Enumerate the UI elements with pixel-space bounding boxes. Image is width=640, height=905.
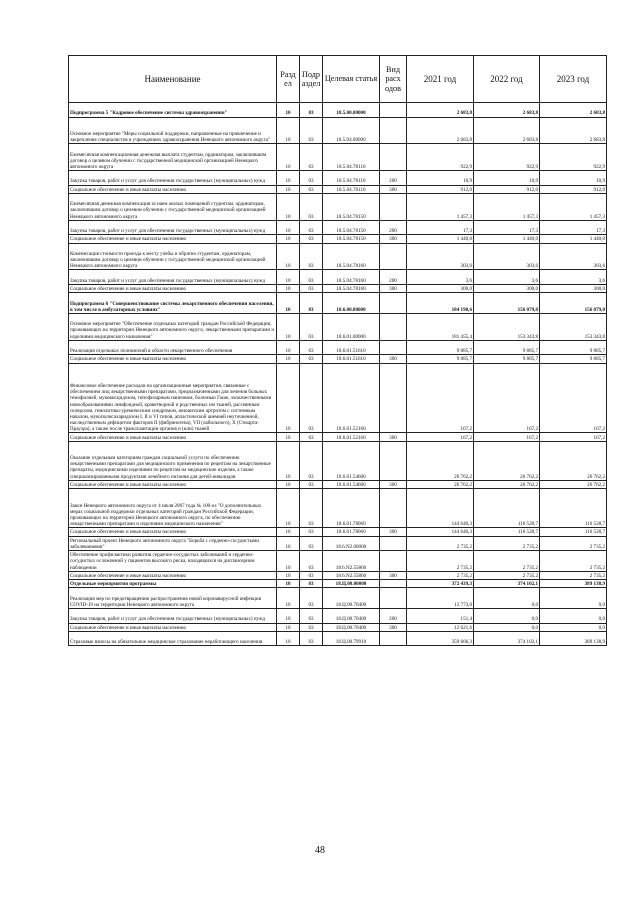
cell-podrazdel: 03 (300, 117, 323, 144)
cell-vid (380, 193, 407, 220)
table-row (69, 631, 607, 646)
cell-name: Подпрограмма 5 "Кадровое обеспечение системы здравоохранения" (69, 103, 277, 118)
header-2021: 2021 год (407, 56, 474, 103)
cell-razdel: 10 (277, 340, 300, 355)
cell-2023: 116 528,7 (540, 489, 607, 528)
cell-2023: 0,0 (540, 609, 607, 624)
cell-2021: 17,3 (407, 220, 474, 235)
cell-name: Социальное обеспечение и иные выплаты населению (69, 235, 277, 243)
cell-target: 18.5.04.78110 (323, 185, 380, 193)
cell-2022: 2 683,8 (474, 117, 540, 144)
cell-razdel: 10 (277, 270, 300, 285)
cell-target: 18.5.04.78150 (323, 220, 380, 235)
cell-vid (380, 117, 407, 144)
cell-name: Обеспечение профилактики развития сердечно-сосудистых заболеваний и сердечно-сосудистых осложнений у пациентов высокого риска, находящихся на диспансерном наблюдении (69, 551, 277, 572)
cell-name: Социальное обеспечение и иные выплаты населению (69, 623, 277, 631)
cell-razdel: 10 (277, 623, 300, 631)
cell-2021: 167,2 (407, 433, 474, 441)
table-header-row (69, 56, 607, 103)
cell-vid (380, 441, 407, 480)
cell-razdel: 10 (277, 220, 300, 235)
cell-podrazdel: 03 (300, 631, 323, 646)
cell-podrazdel: 03 (300, 551, 323, 572)
cell-razdel: 10 (277, 193, 300, 220)
cell-2021: 2 735,2 (407, 571, 474, 579)
cell-podrazdel: 03 (300, 185, 323, 193)
cell-2023: 2 735,2 (540, 551, 607, 572)
cell-target: 18.6.N2.55860 (323, 571, 380, 579)
cell-2022: 1 440,0 (474, 235, 540, 243)
cell-target: 18.6.N2.00000 (323, 536, 380, 551)
cell-2021: 372 439,3 (407, 580, 474, 588)
cell-podrazdel: 03 (300, 144, 323, 171)
table-row (69, 171, 607, 186)
cell-name: Социальное обеспечение и иные выплаты населению (69, 284, 277, 292)
cell-podrazdel: 03 (300, 293, 323, 314)
cell-2023: 10,9 (540, 171, 607, 186)
cell-2023: 167,2 (540, 433, 607, 441)
table-row (69, 480, 607, 488)
cell-name: Социальное обеспечение и иные выплаты населению (69, 528, 277, 536)
cell-2021: 151,4 (407, 609, 474, 624)
cell-podrazdel: 03 (300, 284, 323, 292)
cell-podrazdel: 03 (300, 433, 323, 441)
cell-2023: 922,9 (540, 144, 607, 171)
cell-vid: 300 (380, 284, 407, 292)
table-body (69, 103, 607, 646)
cell-2022: 167,2 (474, 433, 540, 441)
cell-vid (380, 293, 407, 314)
table-row (69, 243, 607, 270)
cell-podrazdel: 03 (300, 193, 323, 220)
cell-podrazdel: 03 (300, 580, 323, 588)
cell-2021: 922,9 (407, 144, 474, 171)
cell-vid (380, 313, 407, 340)
cell-target: 18.6.01.52160 (323, 363, 380, 433)
cell-2022: 167,2 (474, 363, 540, 433)
cell-razdel: 10 (277, 551, 300, 572)
cell-name: Социальное обеспечение и иные выплаты населению (69, 433, 277, 441)
cell-target: 18.5.04.00000 (323, 117, 380, 144)
table-row (69, 588, 607, 609)
cell-vid: 200 (380, 270, 407, 285)
cell-podrazdel: 03 (300, 536, 323, 551)
cell-target: 18.Ц.00.00000 (323, 580, 380, 588)
cell-2021: 12 773,0 (407, 588, 474, 609)
cell-vid: 300 (380, 480, 407, 488)
cell-target: 18.5.04.78150 (323, 235, 380, 243)
header-target: Целевая статья (323, 56, 380, 103)
cell-podrazdel: 03 (300, 528, 323, 536)
cell-2021: 303,6 (407, 243, 474, 270)
cell-2023: 2 683,8 (540, 117, 607, 144)
cell-podrazdel: 03 (300, 355, 323, 363)
cell-vid (380, 580, 407, 588)
cell-vid (380, 243, 407, 270)
cell-vid: 300 (380, 185, 407, 193)
cell-vid (380, 340, 407, 355)
table-row (69, 355, 607, 363)
cell-2022: 26 762,2 (474, 441, 540, 480)
cell-podrazdel: 03 (300, 340, 323, 355)
cell-2022: 9 885,7 (474, 355, 540, 363)
cell-2021: 144 640,3 (407, 528, 474, 536)
table-row (69, 433, 607, 441)
cell-podrazdel: 03 (300, 609, 323, 624)
cell-2023: 300,0 (540, 284, 607, 292)
cell-2023: 167,2 (540, 363, 607, 433)
cell-podrazdel: 03 (300, 571, 323, 579)
table-row (69, 235, 607, 243)
cell-vid (380, 144, 407, 171)
cell-2022: 2 735,2 (474, 536, 540, 551)
cell-2023: 1 440,0 (540, 235, 607, 243)
cell-2022: 9 885,7 (474, 340, 540, 355)
cell-2021: 144 640,3 (407, 489, 474, 528)
cell-2023: 0,0 (540, 588, 607, 609)
cell-name: Социальное обеспечение и иные выплаты населению (69, 355, 277, 363)
cell-2023: 9 885,7 (540, 355, 607, 363)
cell-razdel: 10 (277, 536, 300, 551)
cell-vid: 300 (380, 355, 407, 363)
cell-2021: 2 735,2 (407, 536, 474, 551)
cell-podrazdel: 03 (300, 243, 323, 270)
cell-name: Страховые взносы на обязательное медицинское страхование неработающего населения (69, 631, 277, 646)
cell-podrazdel: 03 (300, 441, 323, 480)
table-row (69, 103, 607, 118)
cell-razdel: 10 (277, 103, 300, 118)
cell-vid (380, 588, 407, 609)
cell-2021: 300,0 (407, 284, 474, 292)
cell-2021: 184 190,6 (407, 293, 474, 314)
cell-2023: 2 683,8 (540, 103, 607, 118)
table-row (69, 551, 607, 572)
cell-podrazdel: 03 (300, 363, 323, 433)
cell-vid (380, 489, 407, 528)
cell-razdel: 10 (277, 571, 300, 579)
cell-2022: 374 102,1 (474, 631, 540, 646)
cell-2022: 156 079,0 (474, 293, 540, 314)
cell-vid: 200 (380, 171, 407, 186)
cell-target: 18.Ц.00.70400 (323, 588, 380, 609)
cell-2023: 9 885,7 (540, 340, 607, 355)
cell-name: Закупка товаров, работ и услуг для обеспечения государственных (муниципальных) нужд (69, 270, 277, 285)
cell-target: 18.5.04.78160 (323, 243, 380, 270)
cell-razdel: 10 (277, 631, 300, 646)
cell-podrazdel: 03 (300, 623, 323, 631)
cell-target: 18.6.01.54600 (323, 480, 380, 488)
table-row (69, 536, 607, 551)
cell-podrazdel: 03 (300, 480, 323, 488)
cell-podrazdel: 03 (300, 313, 323, 340)
cell-2022: 2 735,2 (474, 571, 540, 579)
cell-razdel: 10 (277, 528, 300, 536)
cell-name: Закон Ненецкого автономного округа от 4 июля 2007 года № 100-оз "О дополнительных мерах социальной поддержки отдельных категорий граждан Российской Федерации, проживающих на территории Ненецкого автономного округа, по обеспечению лекарственными препаратами и изделиями медицинского назначения" (69, 489, 277, 528)
cell-target: 18.5.00.00000 (323, 103, 380, 118)
cell-target: 18.6.01.00000 (323, 313, 380, 340)
table-row (69, 293, 607, 314)
cell-2022: 153 343,8 (474, 313, 540, 340)
cell-vid: 300 (380, 528, 407, 536)
cell-target: 18.5.04.78110 (323, 171, 380, 186)
cell-2023: 153 343,8 (540, 313, 607, 340)
cell-target: 18.5.04.78160 (323, 270, 380, 285)
cell-2021: 1 440,0 (407, 235, 474, 243)
cell-vid: 300 (380, 623, 407, 631)
cell-2021: 2 683,8 (407, 103, 474, 118)
cell-name: Компенсация стоимости проезда к месту учебы и обратно студентам, ординаторам, заключившим договор о целевом обучении с государственной медицинской организацией Ненецкого автономного округа (69, 243, 277, 270)
table-row (69, 313, 607, 340)
cell-2022: 2 683,8 (474, 103, 540, 118)
cell-2021: 359 666,3 (407, 631, 474, 646)
cell-name: Закупка товаров, работ и услуг для обеспечения государственных (муниципальных) нужд (69, 171, 277, 186)
cell-vid (380, 103, 407, 118)
cell-2023: 303,6 (540, 243, 607, 270)
cell-razdel: 10 (277, 588, 300, 609)
cell-2023: 26 762,2 (540, 480, 607, 488)
cell-2021: 9 885,7 (407, 355, 474, 363)
cell-2022: 0,0 (474, 609, 540, 624)
cell-name: Основное мероприятие "Меры социальной поддержки, направленные на привлечение и закрепление специалистов в учреждениях здравоохранения Ненецкого автономного округа" (69, 117, 277, 144)
cell-2021: 9 885,7 (407, 340, 474, 355)
cell-razdel: 10 (277, 235, 300, 243)
table-row (69, 441, 607, 480)
cell-razdel: 10 (277, 144, 300, 171)
table-row (69, 340, 607, 355)
cell-2023: 389 138,9 (540, 580, 607, 588)
cell-2022: 0,0 (474, 588, 540, 609)
cell-razdel: 10 (277, 185, 300, 193)
cell-vid (380, 551, 407, 572)
cell-target: 18.5.04.78110 (323, 144, 380, 171)
cell-name: Оказание отдельным категориям граждан социальной услуги по обеспечению лекарственными препаратами для медицинского применения по рецептам на лекарственные препараты, медицинскими изделиями по рецептам на медицинские изделия, а также специализированными продуктами лечебного питания для детей-инвалидов (69, 441, 277, 480)
cell-2023: 0,0 (540, 623, 607, 631)
cell-2021: 12 621,6 (407, 623, 474, 631)
table-row (69, 580, 607, 588)
cell-vid (380, 536, 407, 551)
cell-razdel: 10 (277, 355, 300, 363)
cell-2021: 26 762,2 (407, 480, 474, 488)
cell-vid (380, 363, 407, 433)
cell-podrazdel: 03 (300, 270, 323, 285)
table-row (69, 528, 607, 536)
cell-target: 18.6.01.78060 (323, 528, 380, 536)
cell-name: Закупка товаров, работ и услуг для обеспечения государственных (муниципальных) нужд (69, 220, 277, 235)
table-row (69, 220, 607, 235)
cell-target: 18.5.04.78150 (323, 193, 380, 220)
header-2023: 2023 год (540, 56, 607, 103)
cell-2023: 116 528,7 (540, 528, 607, 536)
cell-2023: 389 138,9 (540, 631, 607, 646)
cell-podrazdel: 03 (300, 588, 323, 609)
table-row (69, 144, 607, 171)
cell-2023: 26 762,2 (540, 441, 607, 480)
cell-target: 18.6.01.52160 (323, 433, 380, 441)
cell-2022: 300,0 (474, 284, 540, 292)
cell-razdel: 10 (277, 171, 300, 186)
table-row (69, 489, 607, 528)
cell-2022: 374 102,1 (474, 580, 540, 588)
cell-2022: 3,6 (474, 270, 540, 285)
cell-target: 18.6.01.51610 (323, 355, 380, 363)
cell-2021: 167,2 (407, 363, 474, 433)
cell-razdel: 10 (277, 480, 300, 488)
cell-2022: 2 735,2 (474, 551, 540, 572)
cell-2021: 2 683,8 (407, 117, 474, 144)
cell-razdel: 10 (277, 609, 300, 624)
cell-target: 18.6.N2.55860 (323, 551, 380, 572)
cell-name: Закупка товаров, работ и услуг для обеспечения государственных (муниципальных) нужд (69, 609, 277, 624)
cell-target: 18.6.00.00000 (323, 293, 380, 314)
header-razdel: Разд ел (277, 56, 300, 103)
cell-name: Ежемесячная денежная компенсация за наем жилых помещений студентам, ординаторам, заключившим договор о целевом обучении с государственной медицинской организацией Ненецкого автономного округа (69, 193, 277, 220)
cell-target: 18.6.01.51610 (323, 340, 380, 355)
cell-2022: 912,0 (474, 185, 540, 193)
cell-name: Отдельные мероприятия программы (69, 580, 277, 588)
cell-2023: 2 735,2 (540, 536, 607, 551)
cell-name: Подпрограмма 6 "Совершенствование системы лекарственного обеспечения населения, в том числе в амбулаторных условиях" (69, 293, 277, 314)
table-row (69, 193, 607, 220)
cell-podrazdel: 03 (300, 489, 323, 528)
table-row (69, 623, 607, 631)
cell-2022: 10,9 (474, 171, 540, 186)
cell-razdel: 10 (277, 580, 300, 588)
cell-2023: 3,6 (540, 270, 607, 285)
cell-2023: 2 735,2 (540, 571, 607, 579)
cell-vid: 200 (380, 220, 407, 235)
cell-2023: 1 457,3 (540, 193, 607, 220)
cell-2021: 10,9 (407, 171, 474, 186)
cell-2022: 922,9 (474, 144, 540, 171)
cell-vid: 300 (380, 235, 407, 243)
cell-2022: 0,0 (474, 623, 540, 631)
cell-razdel: 10 (277, 313, 300, 340)
cell-razdel: 10 (277, 441, 300, 480)
table-row (69, 571, 607, 579)
cell-target: 18.Ц.00.70400 (323, 609, 380, 624)
cell-2023: 17,3 (540, 220, 607, 235)
cell-target: 18.Ц.00.79910 (323, 631, 380, 646)
cell-2022: 116 528,7 (474, 489, 540, 528)
cell-2021: 2 735,2 (407, 551, 474, 572)
cell-name: Социальное обеспечение и иные выплаты населению (69, 571, 277, 579)
cell-2021: 26 762,2 (407, 441, 474, 480)
cell-razdel: 10 (277, 363, 300, 433)
budget-sheet (68, 55, 606, 646)
cell-name: Реализация отдельных полномочий в области лекарственного обеспечения (69, 340, 277, 355)
cell-name: Социальное обеспечение и иные выплаты населению (69, 185, 277, 193)
table-row (69, 363, 607, 433)
table-row (69, 117, 607, 144)
cell-2021: 3,6 (407, 270, 474, 285)
cell-podrazdel: 03 (300, 235, 323, 243)
cell-target: 18.5.04.78160 (323, 284, 380, 292)
cell-2023: 156 079,0 (540, 293, 607, 314)
cell-name: Региональный проект Ненецкого автономного округа "Борьба с сердечно-сосудистыми заболеваниями" (69, 536, 277, 551)
header-name: Наименование (69, 56, 277, 103)
table-row (69, 270, 607, 285)
cell-vid: 300 (380, 433, 407, 441)
cell-2021: 912,0 (407, 185, 474, 193)
header-2022: 2022 год (474, 56, 540, 103)
cell-name: Основное мероприятие "Обеспечение отдельных категорий граждан Российской Федерации, проживающих на территории Ненецкого автономного округа, лекарственными препаратами и изделиями медицинского назначения" (69, 313, 277, 340)
cell-razdel: 10 (277, 433, 300, 441)
cell-name: Финансовое обеспечение расходов на организационные мероприятия, связанные с обеспечением лиц лекарственными препаратами, предназначенными для лечения больных гемофилией, муковисцидозом, гипофизарным нанизмом, болезнью Гоше, злокачественными новообразованиями лимфоидной, кроветворной и родственных им тканей, рассеянным склерозом, гемолитико-уремическим синдромом, юношеским артритом с системным началом, мукополисахаридозом I, II и VI типов, апластической анемией неуточненной, наследственным дефицитом факторов II (фибриногена), VII (лабильного), X (Стюарта-Прауэра), а также после трансплантации органов и (или) тканей (69, 363, 277, 433)
header-podrazdel: Подр аздел (300, 56, 323, 103)
cell-podrazdel: 03 (300, 171, 323, 186)
cell-vid: 200 (380, 609, 407, 624)
cell-2022: 1 457,3 (474, 193, 540, 220)
header-vid: Вид расх одов (380, 56, 407, 103)
cell-name: Реализация мер по предотвращению распространения новой коронавирусной инфекции COVID-19 на территории Ненецкого автономного округа (69, 588, 277, 609)
cell-name: Социальное обеспечение и иные выплаты населению (69, 480, 277, 488)
cell-2022: 116 528,7 (474, 528, 540, 536)
table-row (69, 284, 607, 292)
cell-razdel: 10 (277, 489, 300, 528)
table-row (69, 609, 607, 624)
cell-2022: 26 762,2 (474, 480, 540, 488)
cell-vid: 300 (380, 571, 407, 579)
cell-target: 18.Ц.00.70400 (323, 623, 380, 631)
cell-podrazdel: 03 (300, 103, 323, 118)
cell-2021: 1 457,3 (407, 193, 474, 220)
page-number: 48 (315, 845, 325, 856)
cell-razdel: 10 (277, 293, 300, 314)
cell-target: 18.6.01.78060 (323, 489, 380, 528)
cell-2021: 181 455,4 (407, 313, 474, 340)
cell-razdel: 10 (277, 243, 300, 270)
table-row (69, 185, 607, 193)
cell-target: 18.6.01.54600 (323, 441, 380, 480)
cell-2023: 912,0 (540, 185, 607, 193)
cell-razdel: 10 (277, 117, 300, 144)
cell-2022: 303,6 (474, 243, 540, 270)
budget-table (68, 55, 607, 646)
cell-name: Ежемесячная компенсационная денежная выплата студентам, ординаторам, заключившим договор о целевом обучении с государственной медицинской организацией Ненецкого автономного округа (69, 144, 277, 171)
cell-vid (380, 631, 407, 646)
cell-2022: 17,3 (474, 220, 540, 235)
cell-razdel: 10 (277, 284, 300, 292)
cell-podrazdel: 03 (300, 220, 323, 235)
